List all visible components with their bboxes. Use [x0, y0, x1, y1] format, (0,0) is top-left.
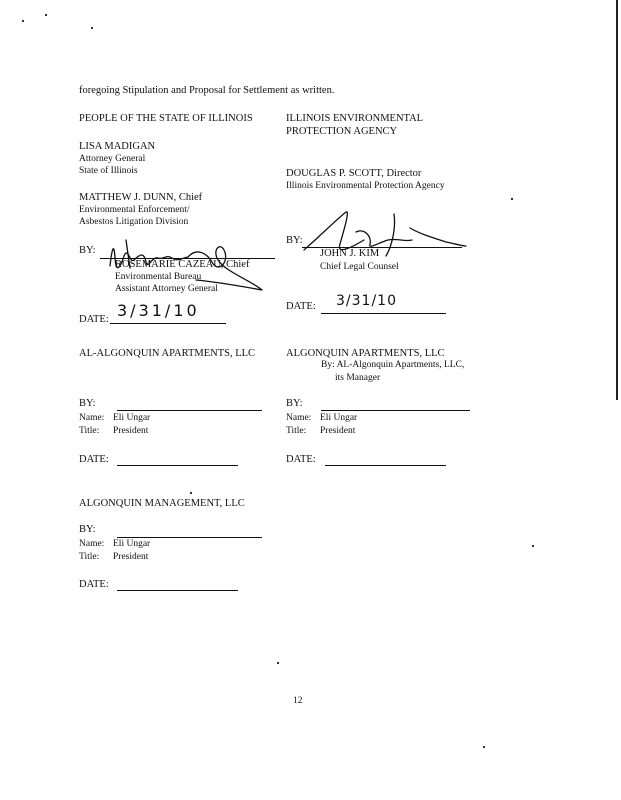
state-date-label: DATE: [79, 314, 109, 325]
algonquin-mgmt-signature-line [117, 537, 262, 538]
algonquin-apts-name-value: Eli Ungar [320, 413, 358, 423]
iepa-signer-name: JOHN J. KIM [320, 248, 380, 259]
iepa-handwritten-date: 3/31/10 [336, 293, 397, 309]
scan-speck [277, 662, 279, 664]
iepa-signer-title: Chief Legal Counsel [320, 262, 399, 272]
state-date-line [110, 323, 226, 324]
scan-speck [45, 14, 47, 16]
algonquin-mgmt-party-heading: ALGONQUIN MANAGEMENT, LLC [79, 498, 245, 509]
iepa-director-agency: Illinois Environmental Protection Agency [286, 181, 445, 191]
iepa-director: DOUGLAS P. SCOTT, Director [286, 168, 422, 179]
scan-edge [616, 0, 618, 400]
state-sub-title1: Environmental Enforcement/ [79, 205, 190, 215]
iepa-party-line2: PROTECTION AGENCY [286, 126, 398, 137]
page-number: 12 [293, 696, 303, 706]
algonquin-apts-title-label: Title: [286, 426, 307, 436]
algonquin-mgmt-date-label: DATE: [79, 579, 109, 590]
algonquin-apts-by-line1: By: AL-Algonquin Apartments, LLC, [321, 360, 465, 370]
state-by-label: BY: [79, 245, 96, 256]
scan-speck [483, 746, 485, 748]
algonquin-mgmt-by-label: BY: [79, 524, 96, 535]
algonquin-apts-by-label: BY: [286, 398, 303, 409]
scan-speck [532, 545, 534, 547]
algonquin-mgmt-title-label: Title: [79, 552, 100, 562]
iepa-date-line [321, 313, 446, 314]
al-algonquin-by-label: BY: [79, 398, 96, 409]
state-signer-name: ROSEMARIE CAZEAU, Chief [115, 259, 250, 270]
al-algonquin-title-label: Title: [79, 426, 100, 436]
iepa-date-label: DATE: [286, 301, 316, 312]
iepa-party-line1: ILLINOIS ENVIRONMENTAL [286, 113, 424, 124]
algonquin-mgmt-name-label: Name: [79, 539, 105, 549]
state-ag-title: Attorney General [79, 154, 146, 164]
algonquin-mgmt-name-value: Eli Ungar [113, 539, 151, 549]
algonquin-apts-date-label: DATE: [286, 454, 316, 465]
state-ag-jurisdiction: State of Illinois [79, 166, 138, 176]
state-signer-title2: Assistant Attorney General [115, 284, 218, 294]
state-ag-name: LISA MADIGAN [79, 141, 156, 152]
al-algonquin-signature-line [117, 410, 262, 411]
al-algonquin-name-label: Name: [79, 413, 105, 423]
algonquin-apts-by-line2: its Manager [335, 373, 381, 383]
algonquin-mgmt-date-line [117, 590, 238, 591]
al-algonquin-name-value: Eli Ungar [113, 413, 151, 423]
algonquin-apts-title-value: President [320, 426, 356, 436]
state-sub-name: MATTHEW J. DUNN, Chief [79, 192, 203, 203]
algonquin-apts-signature-line [321, 410, 470, 411]
scan-speck [511, 198, 513, 200]
algonquin-apts-party-heading: ALGONQUIN APARTMENTS, LLC [286, 348, 445, 359]
intro-text: foregoing Stipulation and Proposal for Settlement as written. [79, 85, 335, 96]
al-algonquin-date-label: DATE: [79, 454, 109, 465]
iepa-by-label: BY: [286, 235, 303, 246]
state-party-heading: PEOPLE OF THE STATE OF ILLINOIS [79, 113, 253, 124]
al-algonquin-date-line [117, 465, 238, 466]
scan-speck [190, 492, 192, 494]
al-algonquin-party-heading: AL-ALGONQUIN APARTMENTS, LLC [79, 348, 256, 359]
state-handwritten-date: 3/31/10 [117, 301, 200, 320]
state-sub-title2: Asbestos Litigation Division [79, 217, 189, 227]
scan-speck [22, 20, 24, 22]
scan-speck [91, 27, 93, 29]
state-signer-title1: Environmental Bureau [115, 272, 202, 282]
al-algonquin-title-value: President [113, 426, 149, 436]
algonquin-apts-name-label: Name: [286, 413, 312, 423]
algonquin-apts-date-line [325, 465, 446, 466]
algonquin-mgmt-title-value: President [113, 552, 149, 562]
